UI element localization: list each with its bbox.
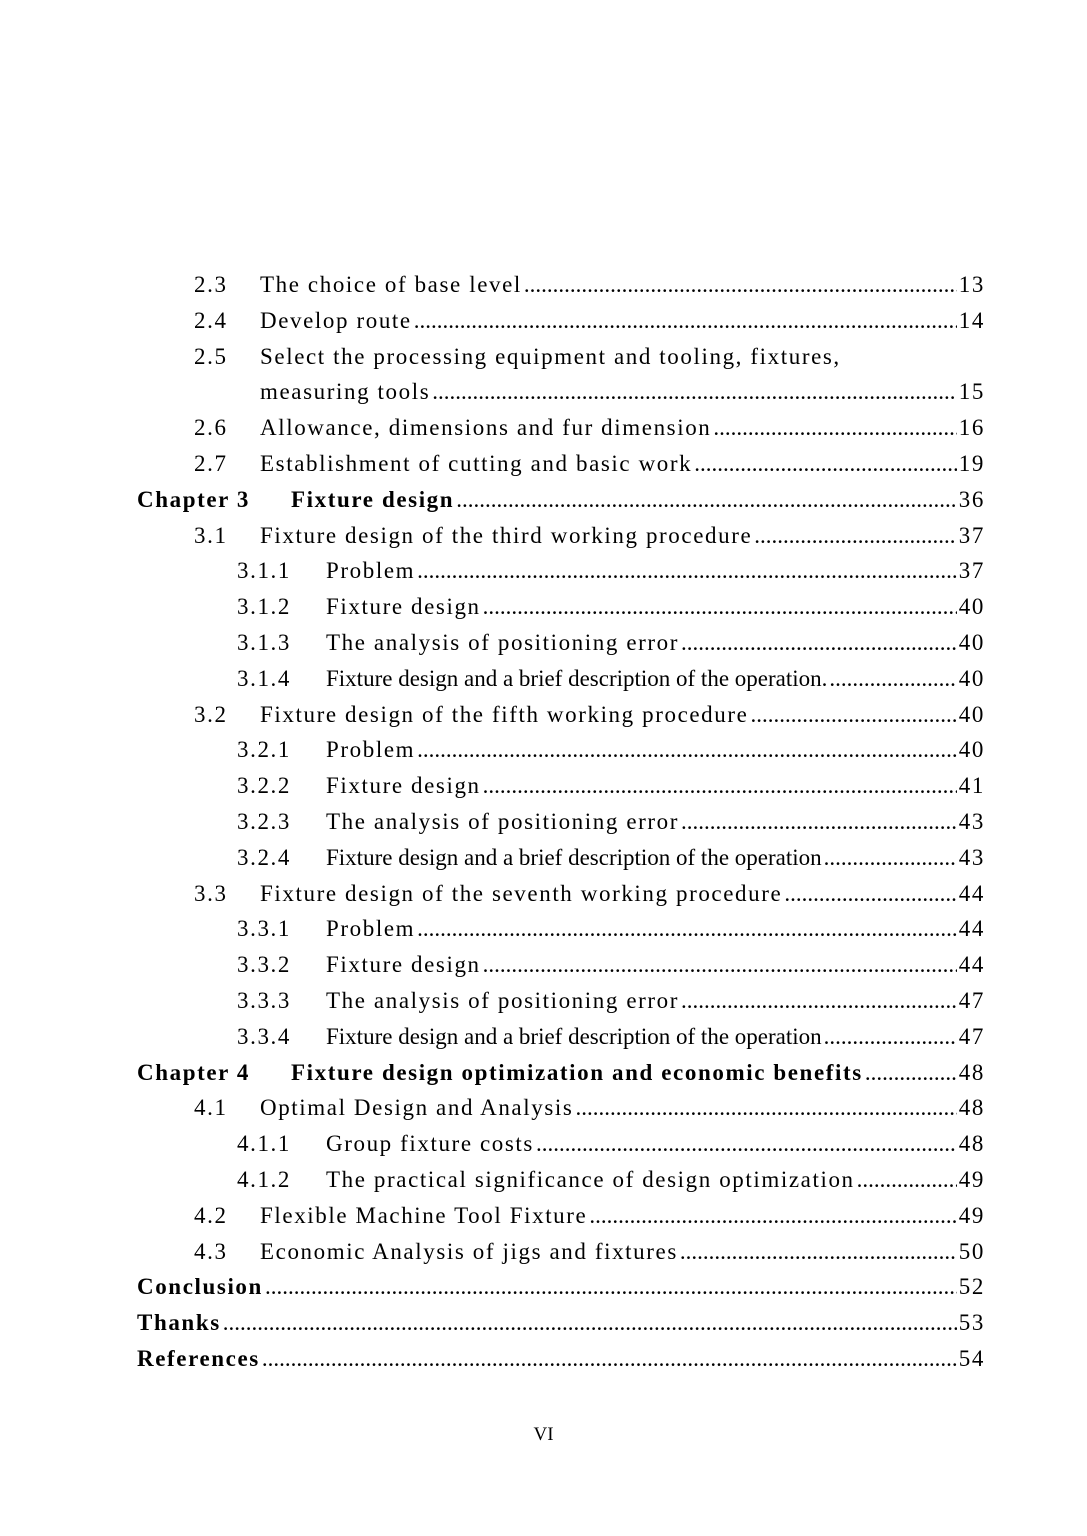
toc-entry-number: 3.3.4 (237, 1023, 291, 1049)
toc-entry-page: 49 (958, 1202, 985, 1228)
toc-entry-title: Select the processing equipment and tooling, fixtures, (260, 343, 841, 369)
toc-entry-page: 44 (958, 880, 985, 906)
toc-entry[interactable] (137, 911, 985, 947)
dot-leader (417, 732, 957, 768)
toc-entry-number: 4.1 (194, 1095, 228, 1121)
toc-entry-page: 37 (958, 522, 985, 548)
toc-entry-number: 3.1.3 (237, 629, 291, 655)
toc-entry-number: 2.3 (194, 272, 228, 297)
toc-entry[interactable] (137, 339, 985, 375)
toc-entry-number: 3.2.2 (237, 773, 291, 799)
toc-entry[interactable] (137, 1162, 985, 1198)
toc-entry[interactable] (137, 804, 985, 840)
dot-leader (483, 947, 957, 983)
toc-entry-number: 3.1 (194, 522, 228, 548)
toc-entry-page: 13 (958, 272, 985, 297)
toc-entry-number: 2.5 (194, 343, 228, 369)
dot-leader (483, 589, 957, 625)
toc-entry-page: 43 (958, 808, 985, 834)
dot-leader (417, 911, 957, 947)
dot-leader (483, 768, 957, 804)
toc-entry-page: 44 (958, 952, 985, 978)
toc-entry-page: 53 (958, 1310, 985, 1336)
dot-leader (829, 661, 956, 697)
toc-entry[interactable] (137, 446, 985, 482)
toc-entry-number: 3.1.2 (237, 594, 291, 620)
dot-leader (414, 303, 957, 339)
toc-entry-number: 2.4 (194, 307, 228, 333)
toc-entry-title: Problem (326, 558, 416, 584)
toc-entry[interactable] (137, 1019, 985, 1055)
toc-entry-title: Fixture design and a brief description of the operation (326, 844, 822, 870)
toc-entry-number: 2.6 (194, 415, 228, 441)
toc-entry-number: 3.2.4 (237, 844, 291, 870)
toc-entry-number: 3.2.1 (237, 737, 291, 763)
dot-leader (589, 1198, 956, 1234)
toc-entry-title: Fixture design (326, 773, 481, 799)
dot-leader (750, 697, 956, 733)
toc-entry-title: The analysis of positioning error (326, 629, 680, 655)
toc-entry-page: 37 (958, 558, 985, 584)
toc-entry-number: 3.3.1 (237, 916, 291, 942)
dot-leader (262, 1341, 957, 1377)
toc-entry[interactable] (137, 1198, 985, 1234)
toc-entry-title: Flexible Machine Tool Fixture (260, 1202, 588, 1228)
toc-entry-page: 15 (958, 379, 985, 405)
toc-entry[interactable] (137, 625, 985, 661)
toc-entry[interactable] (137, 1090, 985, 1126)
toc-entry[interactable] (137, 1341, 985, 1377)
toc-entry[interactable] (137, 1055, 985, 1091)
toc-entry-title-continued: measuring tools (260, 379, 431, 405)
toc-entry[interactable] (137, 732, 985, 768)
toc-entry-title: The practical significance of design optimization (326, 1166, 855, 1192)
toc-entry-page: 41 (958, 773, 985, 799)
toc-entry[interactable] (137, 876, 985, 912)
toc-entry-number: 4.1.2 (237, 1166, 291, 1192)
toc-entry-number: 2.7 (194, 450, 228, 476)
toc-entry-title: Fixture design of the seventh working procedure (260, 880, 783, 906)
dot-leader (680, 1234, 957, 1270)
dot-leader (536, 1126, 957, 1162)
toc-entry[interactable] (137, 1305, 985, 1341)
toc-entry[interactable] (137, 840, 985, 876)
dot-leader (824, 840, 957, 876)
toc-entry-title: Optimal Design and Analysis (260, 1095, 574, 1121)
toc-entry-continuation[interactable] (137, 374, 985, 410)
toc-entry[interactable] (137, 482, 985, 518)
dot-leader (865, 1055, 957, 1091)
toc-entry[interactable] (137, 410, 985, 446)
toc-entry-number: 3.2 (194, 701, 228, 727)
toc-entry-number: 3.1.4 (237, 665, 291, 691)
toc-entry-title: Fixture design (326, 594, 481, 620)
toc-entry-page: 47 (958, 987, 985, 1013)
page-number: VI (533, 1424, 554, 1445)
dot-leader (824, 1019, 957, 1055)
dot-leader (456, 482, 957, 518)
toc-entry[interactable] (137, 947, 985, 983)
dot-leader (417, 553, 957, 589)
toc-entry-page: 54 (958, 1345, 985, 1371)
toc-entry-title: Fixture design and a brief description of the operation (326, 1023, 822, 1049)
dot-leader (857, 1162, 957, 1198)
dot-leader (713, 410, 956, 446)
toc-entry-title: Problem (326, 737, 416, 763)
toc-entry-page: 43 (958, 844, 985, 870)
dot-leader (223, 1305, 957, 1341)
toc-entry[interactable] (137, 1126, 985, 1162)
toc-entry[interactable] (137, 518, 985, 554)
toc-entry-number: 3.1.1 (237, 558, 291, 584)
toc-entry-title: Group fixture costs (326, 1131, 534, 1157)
toc-entry[interactable] (137, 661, 985, 697)
toc-entry-title: Problem (326, 916, 416, 942)
toc-entry-title: References (137, 1345, 260, 1371)
toc-entry-title: Develop route (260, 307, 412, 333)
toc-entry-page: 40 (958, 594, 985, 620)
toc-entry-page: 48 (958, 1131, 985, 1157)
toc-entry-number: 4.1.1 (237, 1131, 291, 1157)
toc-entry-title: Establishment of cutting and basic work (260, 450, 693, 476)
toc-entry-page: 47 (958, 1023, 985, 1049)
toc-entry[interactable] (137, 768, 985, 804)
toc-entry-page: 48 (958, 1059, 985, 1085)
toc-entry-title: Thanks (137, 1310, 221, 1336)
toc-entry-page: 44 (958, 916, 985, 942)
toc-entry-page: 49 (958, 1166, 985, 1192)
toc-entry[interactable] (137, 589, 985, 625)
toc-entry-title: The choice of base level (260, 272, 522, 297)
table-of-contents (137, 267, 985, 1377)
toc-entry-page: 36 (958, 486, 985, 512)
toc-entry-page: 52 (958, 1274, 985, 1300)
toc-entry[interactable] (137, 553, 985, 589)
toc-entry-title: Fixture design (326, 952, 481, 978)
toc-entry-page: 14 (958, 307, 985, 333)
toc-entry-title: Fixture design and a brief description of the operation. (326, 665, 828, 691)
toc-entry-title: The analysis of positioning error (326, 808, 680, 834)
dot-leader (575, 1090, 956, 1126)
toc-entry-title: Allowance, dimensions and fur dimension (260, 415, 712, 441)
dot-leader (754, 518, 957, 554)
dot-leader (784, 876, 956, 912)
dot-leader (681, 625, 957, 661)
toc-entry[interactable] (137, 1234, 985, 1270)
toc-entry-number: 3.2.3 (237, 808, 291, 834)
toc-entry-page: 48 (958, 1095, 985, 1121)
toc-entry-number: 3.3 (194, 880, 228, 906)
toc-entry-number: 3.3.2 (237, 952, 291, 978)
toc-entry-number: 3.3.3 (237, 987, 291, 1013)
dot-leader (694, 446, 957, 482)
toc-entry-page: 40 (958, 665, 985, 691)
toc-entry-number: Chapter 4 (137, 1059, 251, 1085)
toc-entry-number: 4.2 (194, 1202, 228, 1228)
toc-entry[interactable] (137, 267, 985, 303)
toc-entry-title: Fixture design of the fifth working procedure (260, 701, 749, 727)
toc-entry-page: 16 (958, 415, 985, 441)
toc-entry-title: Economic Analysis of jigs and fixtures (260, 1238, 678, 1264)
toc-entry-number: 4.3 (194, 1238, 228, 1264)
toc-entry-page: 40 (958, 701, 985, 727)
dot-leader (681, 983, 957, 1019)
toc-entry-title: The analysis of positioning error (326, 987, 680, 1013)
toc-entry[interactable] (137, 303, 985, 339)
dot-leader (432, 374, 957, 410)
dot-leader (681, 804, 957, 840)
toc-entry-page: 40 (958, 737, 985, 763)
toc-entry-title: Fixture design optimization and economic benefits (291, 1059, 863, 1085)
toc-entry-page: 19 (958, 450, 985, 476)
toc-entry[interactable] (137, 983, 985, 1019)
toc-entry-page: 40 (958, 629, 985, 655)
dot-leader (524, 267, 957, 303)
toc-entry-number: Chapter 3 (137, 486, 251, 512)
toc-entry[interactable] (137, 1269, 985, 1305)
toc-entry-title: Fixture design (291, 486, 455, 512)
dot-leader (265, 1269, 957, 1305)
toc-entry-title: Fixture design of the third working procedure (260, 522, 753, 548)
toc-entry[interactable] (137, 697, 985, 733)
toc-entry-title: Conclusion (137, 1274, 263, 1300)
toc-entry-page: 50 (958, 1238, 985, 1264)
